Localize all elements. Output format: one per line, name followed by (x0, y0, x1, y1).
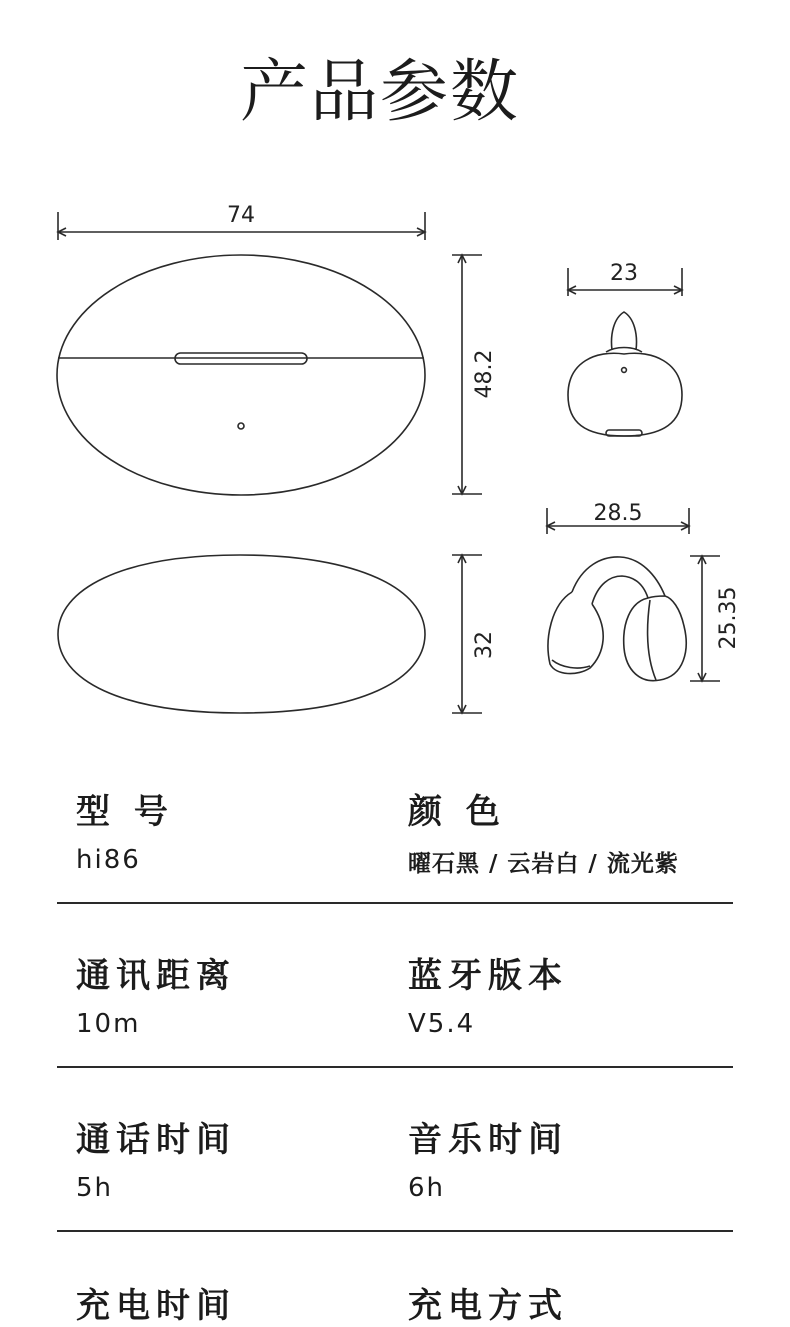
spec-color (408, 784, 679, 878)
divider (57, 1066, 733, 1068)
earbud-front-view (568, 312, 682, 436)
case-height-label: 48.2 (472, 349, 497, 399)
spec-value: hi86 (76, 845, 141, 875)
spec-bluetooth (408, 948, 568, 1039)
spec-talk-time (76, 1112, 236, 1203)
spec-charge-method (408, 1278, 568, 1327)
spec-value: 10m (76, 1009, 141, 1039)
divider (57, 902, 733, 904)
spec-charge-time (76, 1278, 236, 1327)
earbud-side-width-label: 28.5 (593, 501, 643, 526)
case-width-label: 74 (227, 203, 255, 228)
spec-label: 通话时间 (76, 1120, 236, 1160)
page-title: 产品参数 (239, 53, 520, 132)
case-front-view (57, 255, 425, 495)
earbud-side-height-label: 25.35 (716, 586, 741, 650)
spec-value: 5h (76, 1173, 114, 1203)
earbud-width-label: 23 (610, 261, 638, 286)
spec-label: 通讯距离 (76, 956, 236, 996)
spec-value: 6h (408, 1173, 446, 1203)
spec-label: 蓝牙版本 (408, 956, 568, 996)
spec-label: 音乐时间 (408, 1120, 568, 1160)
spec-music-time (408, 1112, 568, 1203)
spec-label: 型 号 (76, 792, 174, 832)
spec-range (76, 948, 236, 1039)
case-side-view (58, 555, 425, 713)
spec-label: 颜 色 (408, 792, 506, 832)
spec-model (76, 784, 174, 875)
divider (57, 1230, 733, 1232)
spec-value: V5.4 (408, 1009, 476, 1039)
case-thickness-label: 32 (472, 631, 497, 659)
spec-label: 充电时间 (76, 1286, 236, 1326)
spec-label: 充电方式 (408, 1286, 568, 1326)
spec-value: 曜石黑 / 云岩白 / 流光紫 (408, 851, 679, 877)
earbud-side-view (548, 557, 686, 681)
